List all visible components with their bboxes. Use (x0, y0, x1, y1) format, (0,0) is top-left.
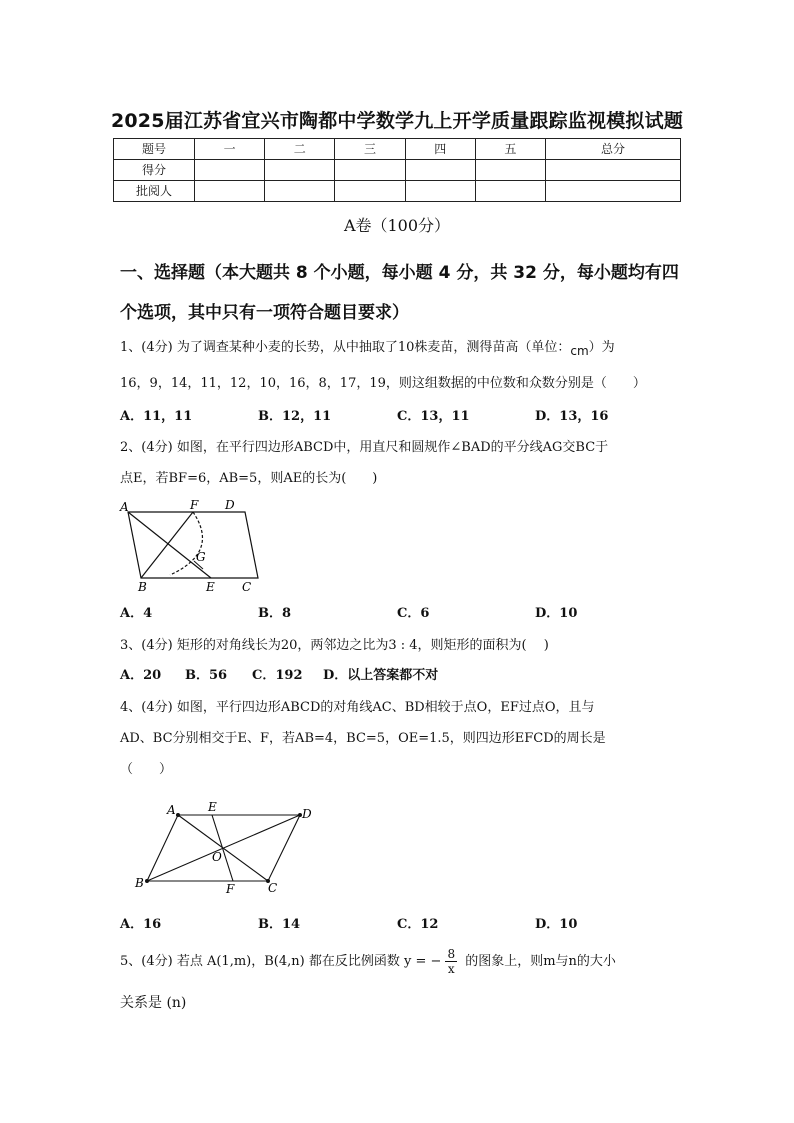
q1-text-a: 1、(4分) 为了调查某种小麦的长势，从中抽取了10株麦苗，测得苗高（单位： (120, 340, 571, 355)
score-table-header-row (114, 139, 681, 160)
q4-label-c: C (268, 881, 278, 895)
grader-cell[interactable] (265, 181, 335, 202)
grader-cell[interactable] (546, 181, 681, 202)
score-cell[interactable] (405, 160, 475, 181)
score-cell[interactable] (475, 160, 545, 181)
q5-frac-num: 8 (447, 947, 456, 961)
q4-option-d[interactable]: D．10 (535, 917, 578, 932)
score-header-cell: 三 (335, 139, 405, 160)
q2-parallelogram-figure (110, 497, 270, 595)
q2-line2: 点E，若BF=6，AB=5，则AE的长为( ) (120, 471, 378, 486)
q4-label-e: E (208, 800, 217, 814)
q2-label-g: G (196, 550, 206, 564)
q4-line3: （ ） (120, 762, 173, 777)
q2-label-d: D (225, 498, 235, 512)
q3-option-d[interactable]: D．以上答案都不对 (323, 668, 439, 683)
q5-mid-text: 都在反比例函数 (308, 954, 400, 969)
q5-point-b: B(4,n) (264, 954, 305, 969)
q4-point-b (145, 879, 149, 883)
q5-fraction (445, 947, 457, 976)
q1-unit: cm (570, 344, 589, 358)
section1-heading: 一、选择题（本大题共 8 个小题，每小题 4 分，共 32 分，每小题均有四个选项，其中只有一项符合题目要求） (120, 263, 679, 323)
q2-line-bf (141, 512, 193, 578)
score-header-cell: 二 (265, 139, 335, 160)
q3-option-a[interactable]: A．20 (120, 668, 162, 683)
score-cell[interactable] (265, 160, 335, 181)
q5-separator: ， (251, 954, 265, 969)
score-table-score-row (114, 160, 681, 181)
q2-label-f: F (190, 498, 199, 512)
score-table (113, 138, 681, 202)
q2-label-c: C (242, 580, 252, 594)
q2-option-c[interactable]: C．6 (397, 606, 430, 621)
q2-line1: 2、(4分) 如图，在平行四边形ABCD中，用直尺和圆规作∠BAD的平分线AG交BC于 (120, 440, 609, 455)
score-header-cell: 五 (475, 139, 545, 160)
q5-frac-den: x (447, 962, 455, 976)
q4-parallelogram-figure (132, 798, 322, 896)
q2-option-d[interactable]: D．10 (535, 606, 578, 621)
q5-line1 (120, 945, 616, 979)
q1-line2: 16，9，14，11，12，10，16，8，17，19，则这组数据的中位数和众数分别是（ ） (120, 376, 646, 391)
grader-row-label: 批阅人 (114, 181, 195, 202)
score-cell[interactable] (195, 160, 265, 181)
score-header-cell: 四 (405, 139, 475, 160)
score-table-grader-row (114, 181, 681, 202)
score-header-cell: 总分 (546, 139, 681, 160)
q5-line2-text: 关系是 (120, 995, 162, 1011)
score-header-cell: 一 (195, 139, 265, 160)
grader-cell[interactable] (335, 181, 405, 202)
q4-label-d: D (302, 807, 312, 821)
q4-segment-ef (212, 815, 233, 881)
q1-option-a[interactable]: A．11，11 (120, 409, 193, 424)
q4-point-a (176, 813, 180, 817)
q5-suffix: 的图象上，则m与n的大小 (465, 954, 616, 969)
q4-line2: AD、BC分别相交于E、F，若AB=4，BC=5，OE=1.5，则四边形EFCD的周长是 (120, 731, 606, 746)
score-row-label: 得分 (114, 160, 195, 181)
q2-label-a: A (120, 500, 129, 514)
grader-cell[interactable] (475, 181, 545, 202)
q2-label-b: B (138, 580, 147, 594)
q4-label-o: O (212, 850, 222, 864)
q5-line2 (120, 994, 186, 1012)
q2-option-a[interactable]: A．4 (120, 606, 153, 621)
q2-label-e: E (206, 580, 215, 594)
section-a-title: A卷（100分） (343, 216, 451, 235)
q4-line1: 4、(4分) 如图，平行四边形ABCD的对角线AC、BD相较于点O，EF过点O，且与 (120, 700, 595, 715)
q2-option-b[interactable]: B．8 (258, 606, 292, 621)
q3-option-c[interactable]: C．192 (252, 668, 303, 683)
q4-option-b[interactable]: B．14 (258, 917, 301, 932)
q5-answer-paren: (n) (166, 995, 187, 1011)
q1-option-b[interactable]: B．12，11 (258, 409, 332, 424)
q5-point-a: A(1,m) (206, 954, 252, 969)
q3-line1: 3、(4分) 矩形的对角线长为20，两邻边之比为3 : 4，则矩形的面积为( ) (120, 638, 549, 653)
q4-label-a: A (167, 803, 176, 817)
q4-option-c[interactable]: C．12 (397, 917, 439, 932)
q1-option-c[interactable]: C．13，11 (397, 409, 470, 424)
score-header-cell: 题号 (114, 139, 195, 160)
q4-diagonal-bd (147, 815, 300, 881)
q4-label-f: F (226, 882, 235, 896)
q1-line1 (120, 338, 615, 357)
grader-cell[interactable] (195, 181, 265, 202)
q3-option-b[interactable]: B．56 (185, 668, 228, 683)
grader-cell[interactable] (405, 181, 475, 202)
q4-label-b: B (135, 876, 144, 890)
q2-parallelogram (128, 512, 258, 578)
score-cell[interactable] (335, 160, 405, 181)
q1-option-d[interactable]: D．13，16 (535, 409, 609, 424)
q5-prefix: 5、(4分) 若点 (120, 954, 203, 969)
q5-function-lhs: y = − (404, 954, 442, 969)
score-cell[interactable] (546, 160, 681, 181)
q4-option-a[interactable]: A．16 (120, 917, 162, 932)
exam-title: 2025届江苏省宜兴市陶都中学数学九上开学质量跟踪监视模拟试题 (110, 110, 684, 132)
q1-text-b: ）为 (588, 340, 615, 355)
